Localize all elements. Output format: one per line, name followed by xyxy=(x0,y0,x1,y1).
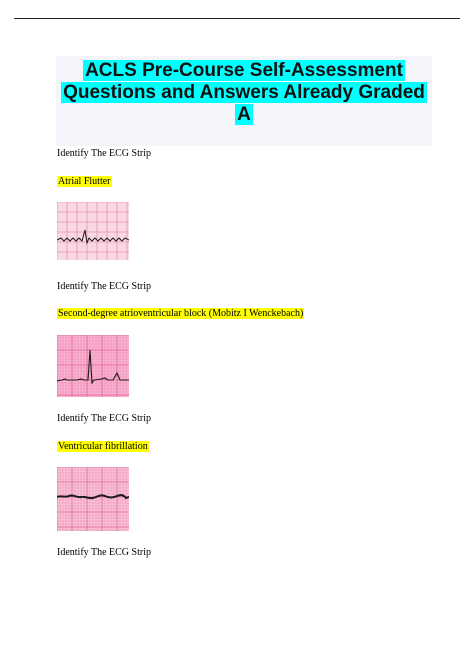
question-prompt-4: Identify The ECG Strip xyxy=(57,547,151,558)
title-banner xyxy=(56,56,432,146)
document-title: ACLS Pre-Course Self-Assessment Questions and Answers Already Graded A xyxy=(63,60,425,125)
question-prompt-1: Identify The ECG Strip xyxy=(57,148,151,159)
answer-1: Atrial Flutter xyxy=(58,176,111,187)
answer-3: Ventricular fibrillation xyxy=(58,441,148,452)
answer-2: Second-degree atrioventricular block (Mobitz I Wenckebach) xyxy=(58,308,304,319)
ecg-strip-mobitz-i xyxy=(57,335,129,397)
top-divider xyxy=(14,18,460,19)
ecg-strip-atrial-flutter xyxy=(57,202,129,260)
question-prompt-3: Identify The ECG Strip xyxy=(57,413,151,424)
ecg-strip-ventricular-fibrillation xyxy=(57,467,129,531)
question-prompt-2: Identify The ECG Strip xyxy=(57,281,151,292)
